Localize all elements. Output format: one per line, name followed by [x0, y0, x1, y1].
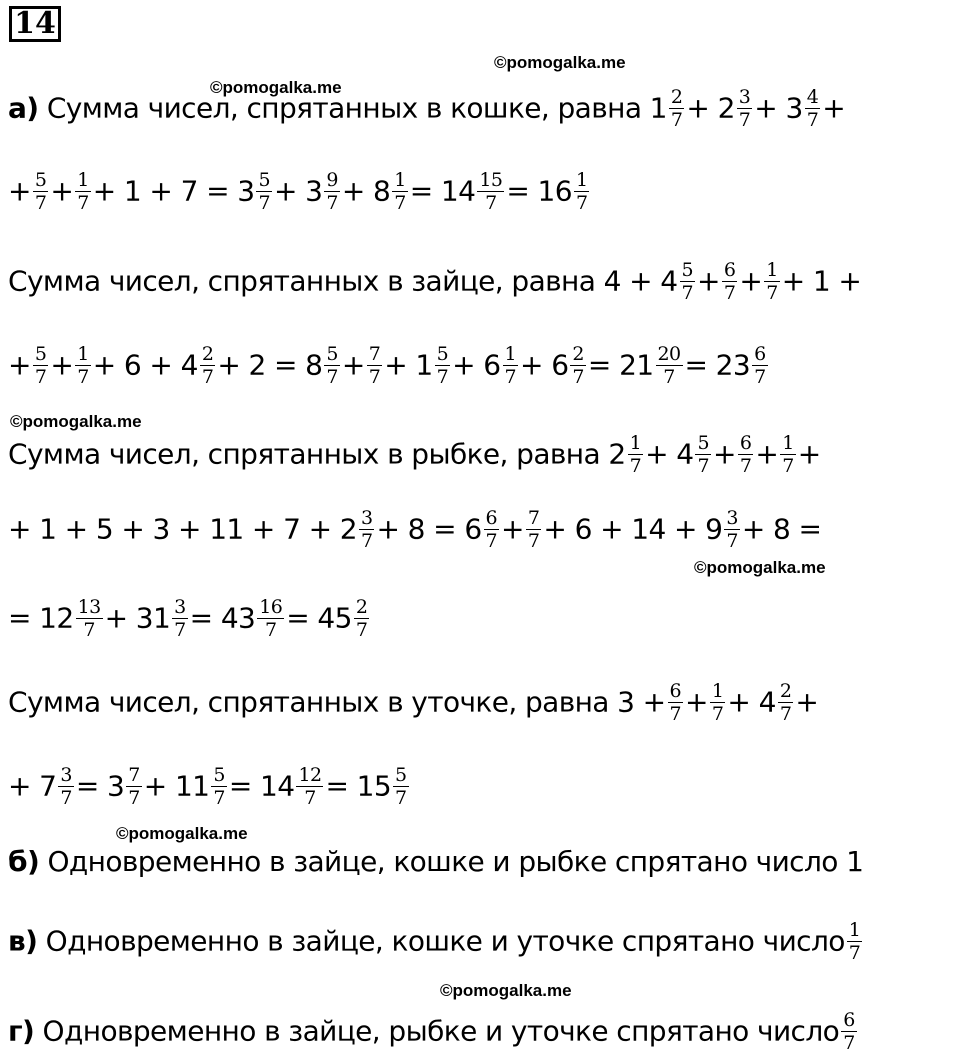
- fraction: $\frac{3}{7}$: [360, 507, 373, 552]
- fraction: $\frac{1}{7}$: [394, 169, 406, 214]
- fish-sum-line-1: Сумма чисел, спрятанных в рыбке, равна 2 $\frac{1}{7}$ + 4 $\frac{5}{7}$ + $\frac{6}{7}$ + $\frac{1}{7}$ +: [8, 432, 821, 477]
- fraction: $\frac{16}{7}$: [259, 596, 283, 641]
- fraction: $\frac{6}{7}$: [485, 507, 498, 552]
- fraction: $\frac{1}{7}$: [77, 169, 89, 214]
- fraction: $\frac{3}{7}$: [174, 596, 186, 641]
- hare-sum-line-1: Сумма чисел, спрятанных в зайце, равна 4 + 4 $\frac{5}{7}$ + $\frac{6}{7}$ + $\frac{1}{7}$ + 1 +: [8, 259, 862, 304]
- fraction: $\frac{2}{7}$: [201, 343, 214, 388]
- fraction: $\frac{3}{7}$: [60, 764, 72, 809]
- fraction: $\frac{5}{7}$: [34, 343, 47, 388]
- fraction: $\frac{1}{7}$: [629, 432, 642, 477]
- fraction: $\frac{5}{7}$: [326, 343, 338, 388]
- fraction: $\frac{2}{7}$: [572, 343, 584, 388]
- watermark: ©pomogalka.me: [10, 412, 142, 431]
- fraction: $\frac{2}{7}$: [779, 680, 792, 725]
- task-number: 14: [14, 6, 56, 41]
- answer-g: г) Одновременно в зайце, рыбке и уточке спрятано число $\frac{6}{7}$: [8, 1009, 855, 1054]
- fraction: $\frac{3}{7}$: [738, 86, 751, 131]
- fraction: $\frac{2}{7}$: [355, 596, 368, 641]
- fraction: $\frac{5}{7}$: [34, 169, 47, 214]
- fraction: $\frac{6}{7}$: [843, 1009, 855, 1054]
- section-label-v: в): [8, 924, 38, 958]
- fraction: $\frac{1}{7}$: [77, 343, 89, 388]
- fraction: $\frac{9}{7}$: [326, 169, 338, 214]
- fraction: $\frac{1}{7}$: [504, 343, 517, 388]
- fish-sum-line-3: = 12 $\frac{13}{7}$ + 31 $\frac{3}{7}$ = 43 $\frac{16}{7}$ = 45 $\frac{2}{7}$: [8, 596, 368, 641]
- fraction: $\frac{12}{7}$: [298, 764, 322, 809]
- fraction: $\frac{5}{7}$: [436, 343, 449, 388]
- fraction: $\frac{7}{7}$: [368, 343, 381, 388]
- fraction: $\frac{7}{7}$: [128, 764, 140, 809]
- fraction: $\frac{1}{7}$: [782, 432, 794, 477]
- fraction: $\frac{6}{7}$: [739, 432, 752, 477]
- cat-sum-line-1: а) Сумма чисел, спрятанных в кошке, равна 1 $\frac{2}{7}$ + 2 $\frac{3}{7}$ + 3 $\frac{4}{7}$ +: [8, 86, 846, 131]
- fraction: $\frac{4}{7}$: [806, 86, 819, 131]
- task-number-box: [9, 6, 61, 42]
- fraction: $\frac{15}{7}$: [479, 169, 503, 214]
- fraction: $\frac{20}{7}$: [657, 343, 681, 388]
- fraction: $\frac{13}{7}$: [77, 596, 101, 641]
- hare-sum-line-2: + $\frac{5}{7}$ + $\frac{1}{7}$ + 6 + 4 $\frac{2}{7}$ + 2 = 8 $\frac{5}{7}$ + $\frac{7}{7}$ + 1 $\frac{5}{7}$ + 6 $\frac{1}{7}$ + 6 $\frac{2}{7}$ = 21 $\frac{20}{7}$ = 23 $\frac{6}{7}$: [8, 343, 766, 388]
- watermark: ©pomogalka.me: [210, 78, 342, 97]
- fraction: $\frac{3}{7}$: [726, 507, 738, 552]
- answer-b: б) Одновременно в зайце, кошке и рыбке спрятано число 1: [8, 845, 864, 878]
- fraction: $\frac{5}{7}$: [213, 764, 225, 809]
- fraction: $\frac{2}{7}$: [670, 86, 683, 131]
- fraction: $\frac{6}{7}$: [669, 680, 682, 725]
- duck-sum-line-1: Сумма чисел, спрятанных в уточке, равна 3 + $\frac{6}{7}$ + $\frac{1}{7}$ + 4 $\frac{2}{7}$ +: [8, 680, 819, 725]
- fraction: $\frac{5}{7}$: [258, 169, 270, 214]
- duck-sum-line-2: + 7 $\frac{3}{7}$ = 3 $\frac{7}{7}$ + 11 $\frac{5}{7}$ = 14 $\frac{12}{7}$ = 15 $\frac{5}{7}$: [8, 764, 407, 809]
- fraction: $\frac{1}{7}$: [575, 169, 588, 214]
- fraction: $\frac{1}{7}$: [848, 919, 861, 964]
- watermark: ©pomogalka.me: [116, 824, 248, 843]
- fraction: $\frac{1}{7}$: [711, 680, 724, 725]
- section-label-b: б): [8, 845, 40, 878]
- fraction: $\frac{5}{7}$: [681, 259, 693, 304]
- fish-sum-line-2: + 1 + 5 + 3 + 11 + 7 + 2 $\frac{3}{7}$ + 8 = 6 $\frac{6}{7}$ + $\frac{7}{7}$ + 6 + 14 + 9 $\frac{3}{7}$ + 8 =: [8, 507, 822, 552]
- fraction: $\frac{1}{7}$: [766, 259, 778, 304]
- fraction: $\frac{7}{7}$: [527, 507, 540, 552]
- section-label-g: г): [8, 1014, 35, 1048]
- fraction: $\frac{5}{7}$: [697, 432, 709, 477]
- cat-sum-line-2: + $\frac{5}{7}$ + $\frac{1}{7}$ + 1 + 7 = 3 $\frac{5}{7}$ + 3 $\frac{9}{7}$ + 8 $\frac{1}{7}$ = 14 $\frac{15}{7}$ = 16 $\frac{1}{7}$: [8, 169, 588, 214]
- answer-v: в) Одновременно в зайце, кошке и уточке спрятано число $\frac{1}{7}$: [8, 919, 861, 964]
- fraction: $\frac{6}{7}$: [723, 259, 736, 304]
- watermark: ©pomogalka.me: [440, 981, 572, 1000]
- watermark: ©pomogalka.me: [694, 558, 826, 577]
- watermark: ©pomogalka.me: [494, 53, 626, 72]
- fraction: $\frac{5}{7}$: [395, 764, 407, 809]
- section-label-a: а): [8, 91, 39, 125]
- fraction: $\frac{6}{7}$: [754, 343, 766, 388]
